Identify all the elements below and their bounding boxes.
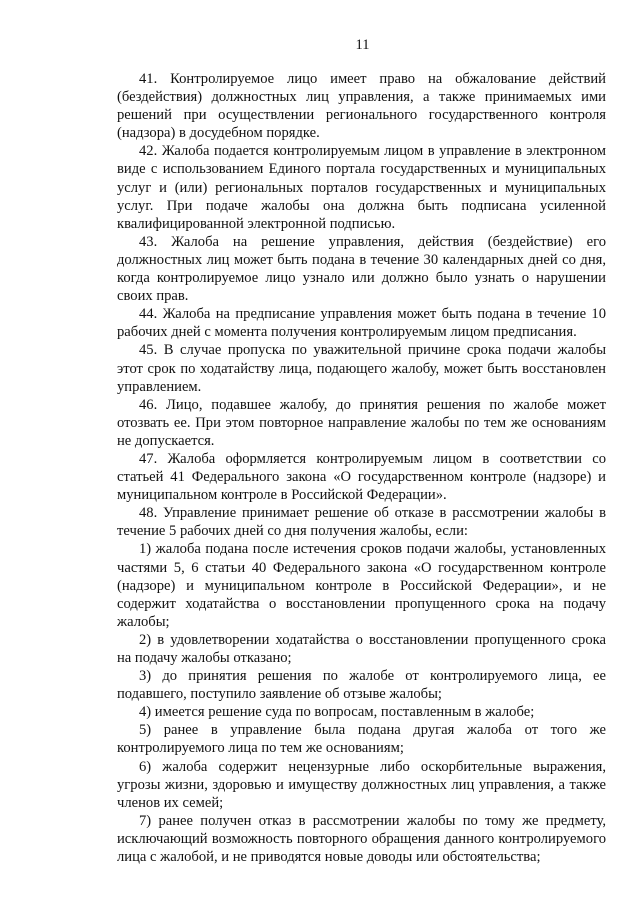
clause-48-item-6: 6) жалоба содержит нецензурные либо оскорбительные выражения, угрозы жизни, здоровью и имуществу должностных лиц управления, а также членов их семей; xyxy=(117,758,606,811)
clause-48-item-1: 1) жалоба подана после истечения сроков подачи жалобы, установленных частями 5, 6 статьи 40 Федерального закона «О государственном контроле (надзоре) и муниципальном контроле в Российской Федерации», и не содержит ходатайства о восстановлении пропущенного срока на подачу жалобы; xyxy=(117,541,606,630)
page-number: 11 xyxy=(355,37,370,53)
clause-44: 44. Жалоба на предписание управления может быть подана в течение 10 рабочих дней с момента получения контролируемым лицом предписания. xyxy=(117,306,606,341)
clause-47: 47. Жалоба оформляется контролируемым лицом в соответствии со статьей 41 Федерального закона «О государственном контроле (надзоре) и муниципальном контроле в Российской Федерации». xyxy=(117,450,606,504)
clause-41: 41. Контролируемое лицо имеет право на обжалование действий (бездействия) должностных лиц управления, а также принимаемых ими решений при осуществлении регионального государственного контроля (надзора) в досудебном порядке. xyxy=(117,71,606,142)
clause-48-item-7: 7) ранее получен отказ в рассмотрении жалобы по тому же предмету, исключающий возможность повторного обращения данного контролируемого лица с жалобой, и не приводятся новые доводы или обстоятельства; xyxy=(117,812,606,866)
clause-48-item-4: 4) имеется решение суда по вопросам, поставленным в жалобе; xyxy=(139,704,535,721)
clause-43: 43. Жалоба на решение управления, действия (бездействие) его должностных лиц может быть подана в течение 30 календарных дней со дня, когда контролируемое лицо узнало или должно было узнать о нарушении своих прав. xyxy=(117,233,606,305)
clause-45: 45. В случае пропуска по уважительной причине срока подачи жалобы этот срок по ходатайству лица, подающего жалобу, может быть восстановлен управлением. xyxy=(117,342,606,395)
clause-48-item-3: 3) до принятия решения по жалобе от контролируемого лица, ее подавшего, поступило заявление об отзыве жалобы; xyxy=(117,668,606,703)
clause-48: 48. Управление принимает решение об отказе в рассмотрении жалобы в течение 5 рабочих дней со дня получения жалобы, если: xyxy=(117,505,606,540)
document-body xyxy=(117,70,606,866)
clause-46: 46. Лицо, подавшее жалобу, до принятия решения по жалобе может отозвать ее. При этом повторное направление жалобы по тем же основаниям не допускается. xyxy=(117,396,606,449)
clause-48-item-5: 5) ранее в управление была подана другая жалоба от того же контролируемого лица по тем же основаниям; xyxy=(117,722,606,757)
clause-48-item-2: 2) в удовлетворении ходатайства о восстановлении пропущенного срока на подачу жалобы отказано; xyxy=(117,631,606,666)
clause-42: 42. Жалоба подается контролируемым лицом в управление в электронном виде с использованием Единого портала государственных и муниципальных услуг и (или) региональных порталов государственных и муниципальных услуг. При подаче жалобы она должна быть подписана усиленной квалифицированной электронной подписью. xyxy=(117,143,606,232)
